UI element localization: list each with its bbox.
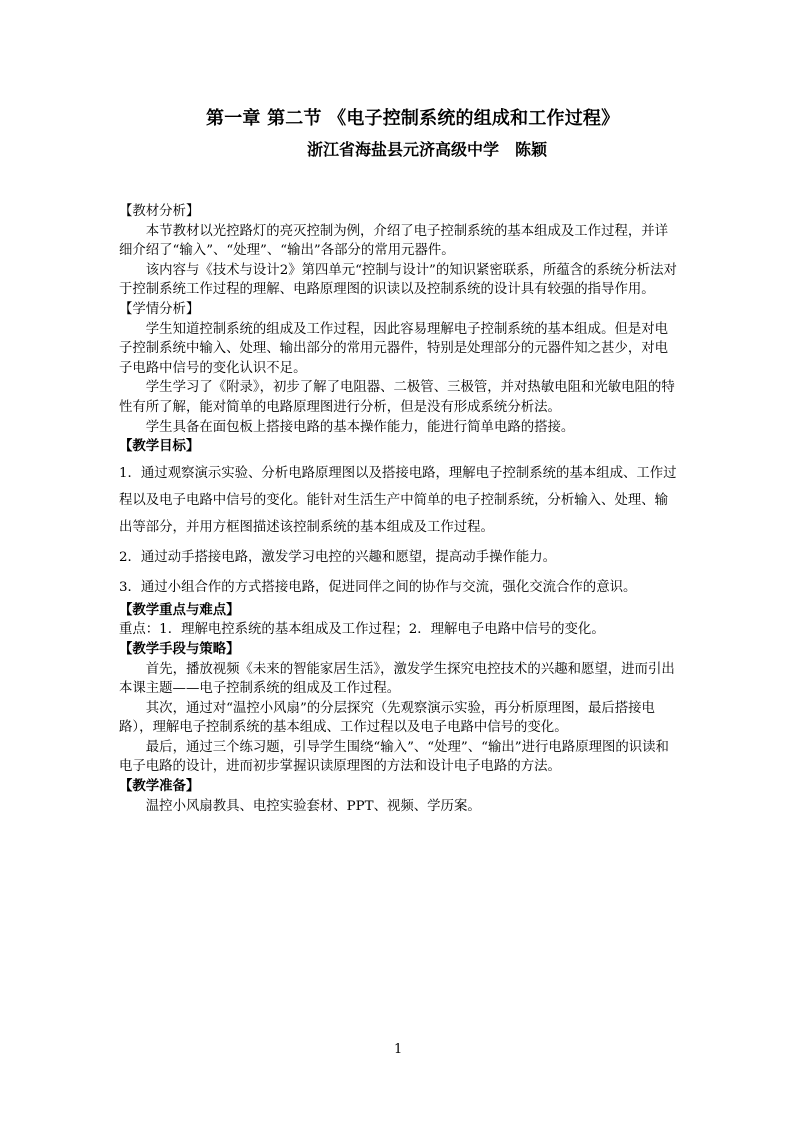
paragraph: 学生具备在面包板上搭接电路的基本操作能力，能进行简单电路的搭接。 [145,419,575,435]
paragraph: 学生知道控制系统的组成及工作过程，因此容易理解电子控制系统的基本组成。但是对电子控制系统中输入、处理、输出部分的常用元器件，特别是处理部分的元器件知之甚少，对电子电路中信号的变化认识不足。 [119,321,669,376]
author-line: 浙江省海盐县元济高级中学 陈颖 [307,140,548,159]
section-heading-keypoints: 【教学重点与难点】 [119,601,240,618]
paragraph: 本节教材以光控路灯的亮灭控制为例，介绍了电子控制系统的基本组成及工作过程，并详细介绍了“输入”、“处理”、“输出”各部分的常用元器件。 [119,223,669,259]
goal-item: 2．通过动手搭接电路，激发学习电控的兴趣和愿望，提高动手操作能力。 [119,549,557,565]
goal-item: 3．通过小组合作的方式搭接电路，促进同伴之间的协作与交流，强化交流合作的意识。 [119,579,637,595]
page-number: 1 [394,1042,403,1057]
paragraph: 首先，播放视频《未来的智能家居生活》，激发学生探究电控技术的兴趣和愿望，进而引出本课主题——电子控制系统的组成及工作过程。 [119,661,675,697]
paragraph: 温控小风扇教具、电控实验套材、PPT、视频、学历案。 [145,798,481,814]
goal-item: 1．通过观察演示实验、分析电路原理图以及搭接电路，理解电子控制系统的基本组成、工作过程以及电子电路中信号的变化。能针对生活生产中简单的电子控制系统，分析输入、处理、输出等部分，并用方框图描述该控制系统的基本组成及工作过程。 [119,465,677,535]
document-body [119,202,679,816]
paragraph: 学生学习了《附录》，初步了解了电阻器、二极管、三极管，并对热敏电阻和光敏电阻的特性有所了解，能对简单的电路原理图进行分析，但是没有形成系统分析法。 [119,380,675,415]
section-heading-goals: 【教学目标】 [119,438,200,455]
document-title: 第一章 第二节 《电子控制系统的组成和工作过程》 [206,108,620,129]
section-heading-students: 【学情分析】 [119,301,200,317]
paragraph: 其次，通过对“温控小风扇”的分层探究（先观察演示实验，再分析原理图，最后搭接电路），理解电子控制系统的基本组成、工作过程以及电子电路中信号的变化。 [119,700,655,736]
section-heading-preparation: 【教学准备】 [119,778,200,795]
section-heading-textbook: 【教材分析】 [119,204,200,219]
section-heading-methods: 【教学手段与策略】 [119,640,240,657]
paragraph: 最后，通过三个练习题，引导学生围绕“输入”、“处理”、“输出”进行电路原理图的识读和电子电路的设计，进而初步掌握识读原理图的方法和设计电子电路的方法。 [119,739,669,775]
paragraph: 该内容与《技术与设计2》第四单元“控制与设计”的知识紧密联系，所蕴含的系统分析法对于控制系统工作过程的理解、电路原理图的识读以及控制系统的设计具有较强的指导作用。 [119,262,677,298]
paragraph: 重点：1．理解电控系统的基本组成及工作过程；2．理解电子电路中信号的变化。 [119,622,605,638]
